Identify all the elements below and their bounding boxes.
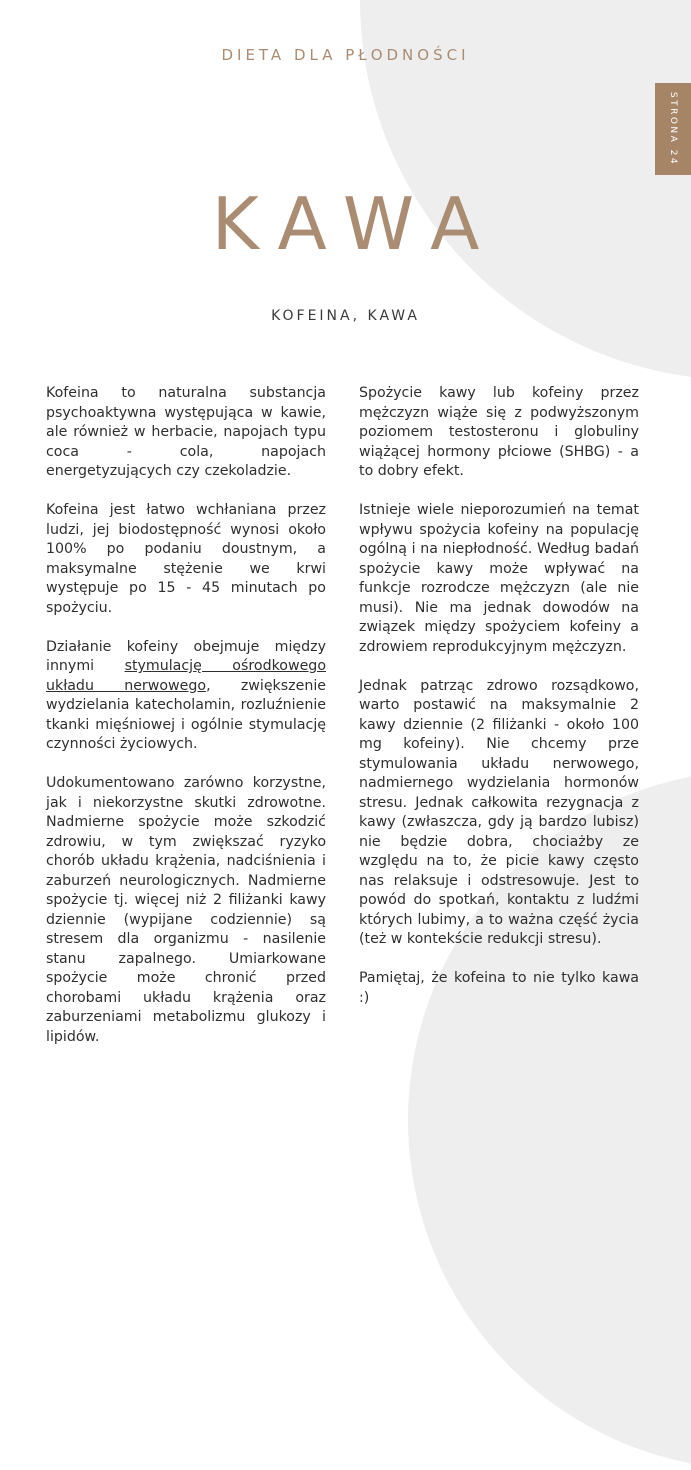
page-number-label: STRONA 24	[668, 91, 678, 167]
paragraph: Istnieje wiele nieporozumień na temat wpływu spożycia kofeiny na populację ogólną i na niepłodność. Według badań spożycie kawy może wpływać na funkcje rozrodcze mężczyzn (ale nie musi). Nie ma jednak dowodów na związek między spożyciem kofeiny a zdrowiem reprodukcyjnym mężczyzn.	[359, 502, 639, 655]
page-subtitle: KOFEINA, KAWA	[271, 308, 420, 324]
paragraph	[46, 638, 326, 755]
page-number-tab	[655, 83, 691, 175]
left-text-column	[46, 384, 326, 1067]
paragraph: Kofeina to naturalna substancja psychoaktywna występująca w kawie, ale również w herbacie, napojach typu coca - cola, napojach energetyzujących czy czekoladzie.	[46, 385, 326, 479]
paragraph-text: Działanie kofeiny obejmuje między innymi	[46, 638, 326, 674]
right-text-column	[359, 384, 639, 1028]
paragraph: Jednak patrząc zdrowo rozsądkowo, warto postawić na maksymalnie 2 kawy dziennie (2 filiżanki - około 100 mg kofeiny). Nie chcemy prze stymulowania układu nerwowego, nadmiernego wydzielania hormonów stresu. Jednak całkowita rezygnacja z kawy (zwłaszcza, gdy ją bardzo lubisz) nie będzie dobra, chociażby ze względu na to, że picie kawy często nas relaksuje i odstresowuje. Jest to powód do spotkań, kontaktu z ludźmi których lubimy, a to ważna część życia (też w kontekście redukcji stresu).	[359, 677, 639, 947]
paragraph: Pamiętaj, że kofeina to nie tylko kawa :)	[359, 970, 639, 1006]
paragraph: Spożycie kawy lub kofeiny przez mężczyzn wiąże się z podwyższonym poziomem testosteronu i globuliny wiążącej hormony płciowe (SHBG) - a to dobry efekt.	[359, 385, 639, 479]
paragraph-text: , zwiększenie wydzielania katecholamin, rozluźnienie tkanki mięśniowej i ogólnie stymulację czynności życiowych.	[46, 677, 327, 752]
document-header: DIETA DLA PŁODNOŚCI	[221, 46, 470, 64]
paragraph: Udokumentowano zarówno korzystne, jak i niekorzystne skutki zdrowotne. Nadmierne spożycie może szkodzić zdrowiu, w tym zwiększać ryzyko chorób układu krążenia, nadciśnienia i zaburzeń neurologicznych. Nadmierne spożycie tj. więcej niż 2 filiżanki kawy dziennie (wypijane codziennie) są stresem dla organizmu - nasilenie stanu zapalnego. Umiarkowane spożycie może chronić przed chorobami układu krążenia oraz zaburzeniami metabolizmu glukozy i lipidów.	[46, 775, 326, 1045]
page-title: KAWA	[211, 182, 500, 266]
paragraph: Kofeina jest łatwo wchłaniana przez ludzi, jej biodostępność wynosi około 100% po podaniu doustnym, a maksymalne stężenie we krwi występuje po 15 - 45 minutach po spożyciu.	[46, 502, 326, 616]
underlined-phrase: stymulację ośrodkowego układu nerwowego	[46, 658, 326, 694]
